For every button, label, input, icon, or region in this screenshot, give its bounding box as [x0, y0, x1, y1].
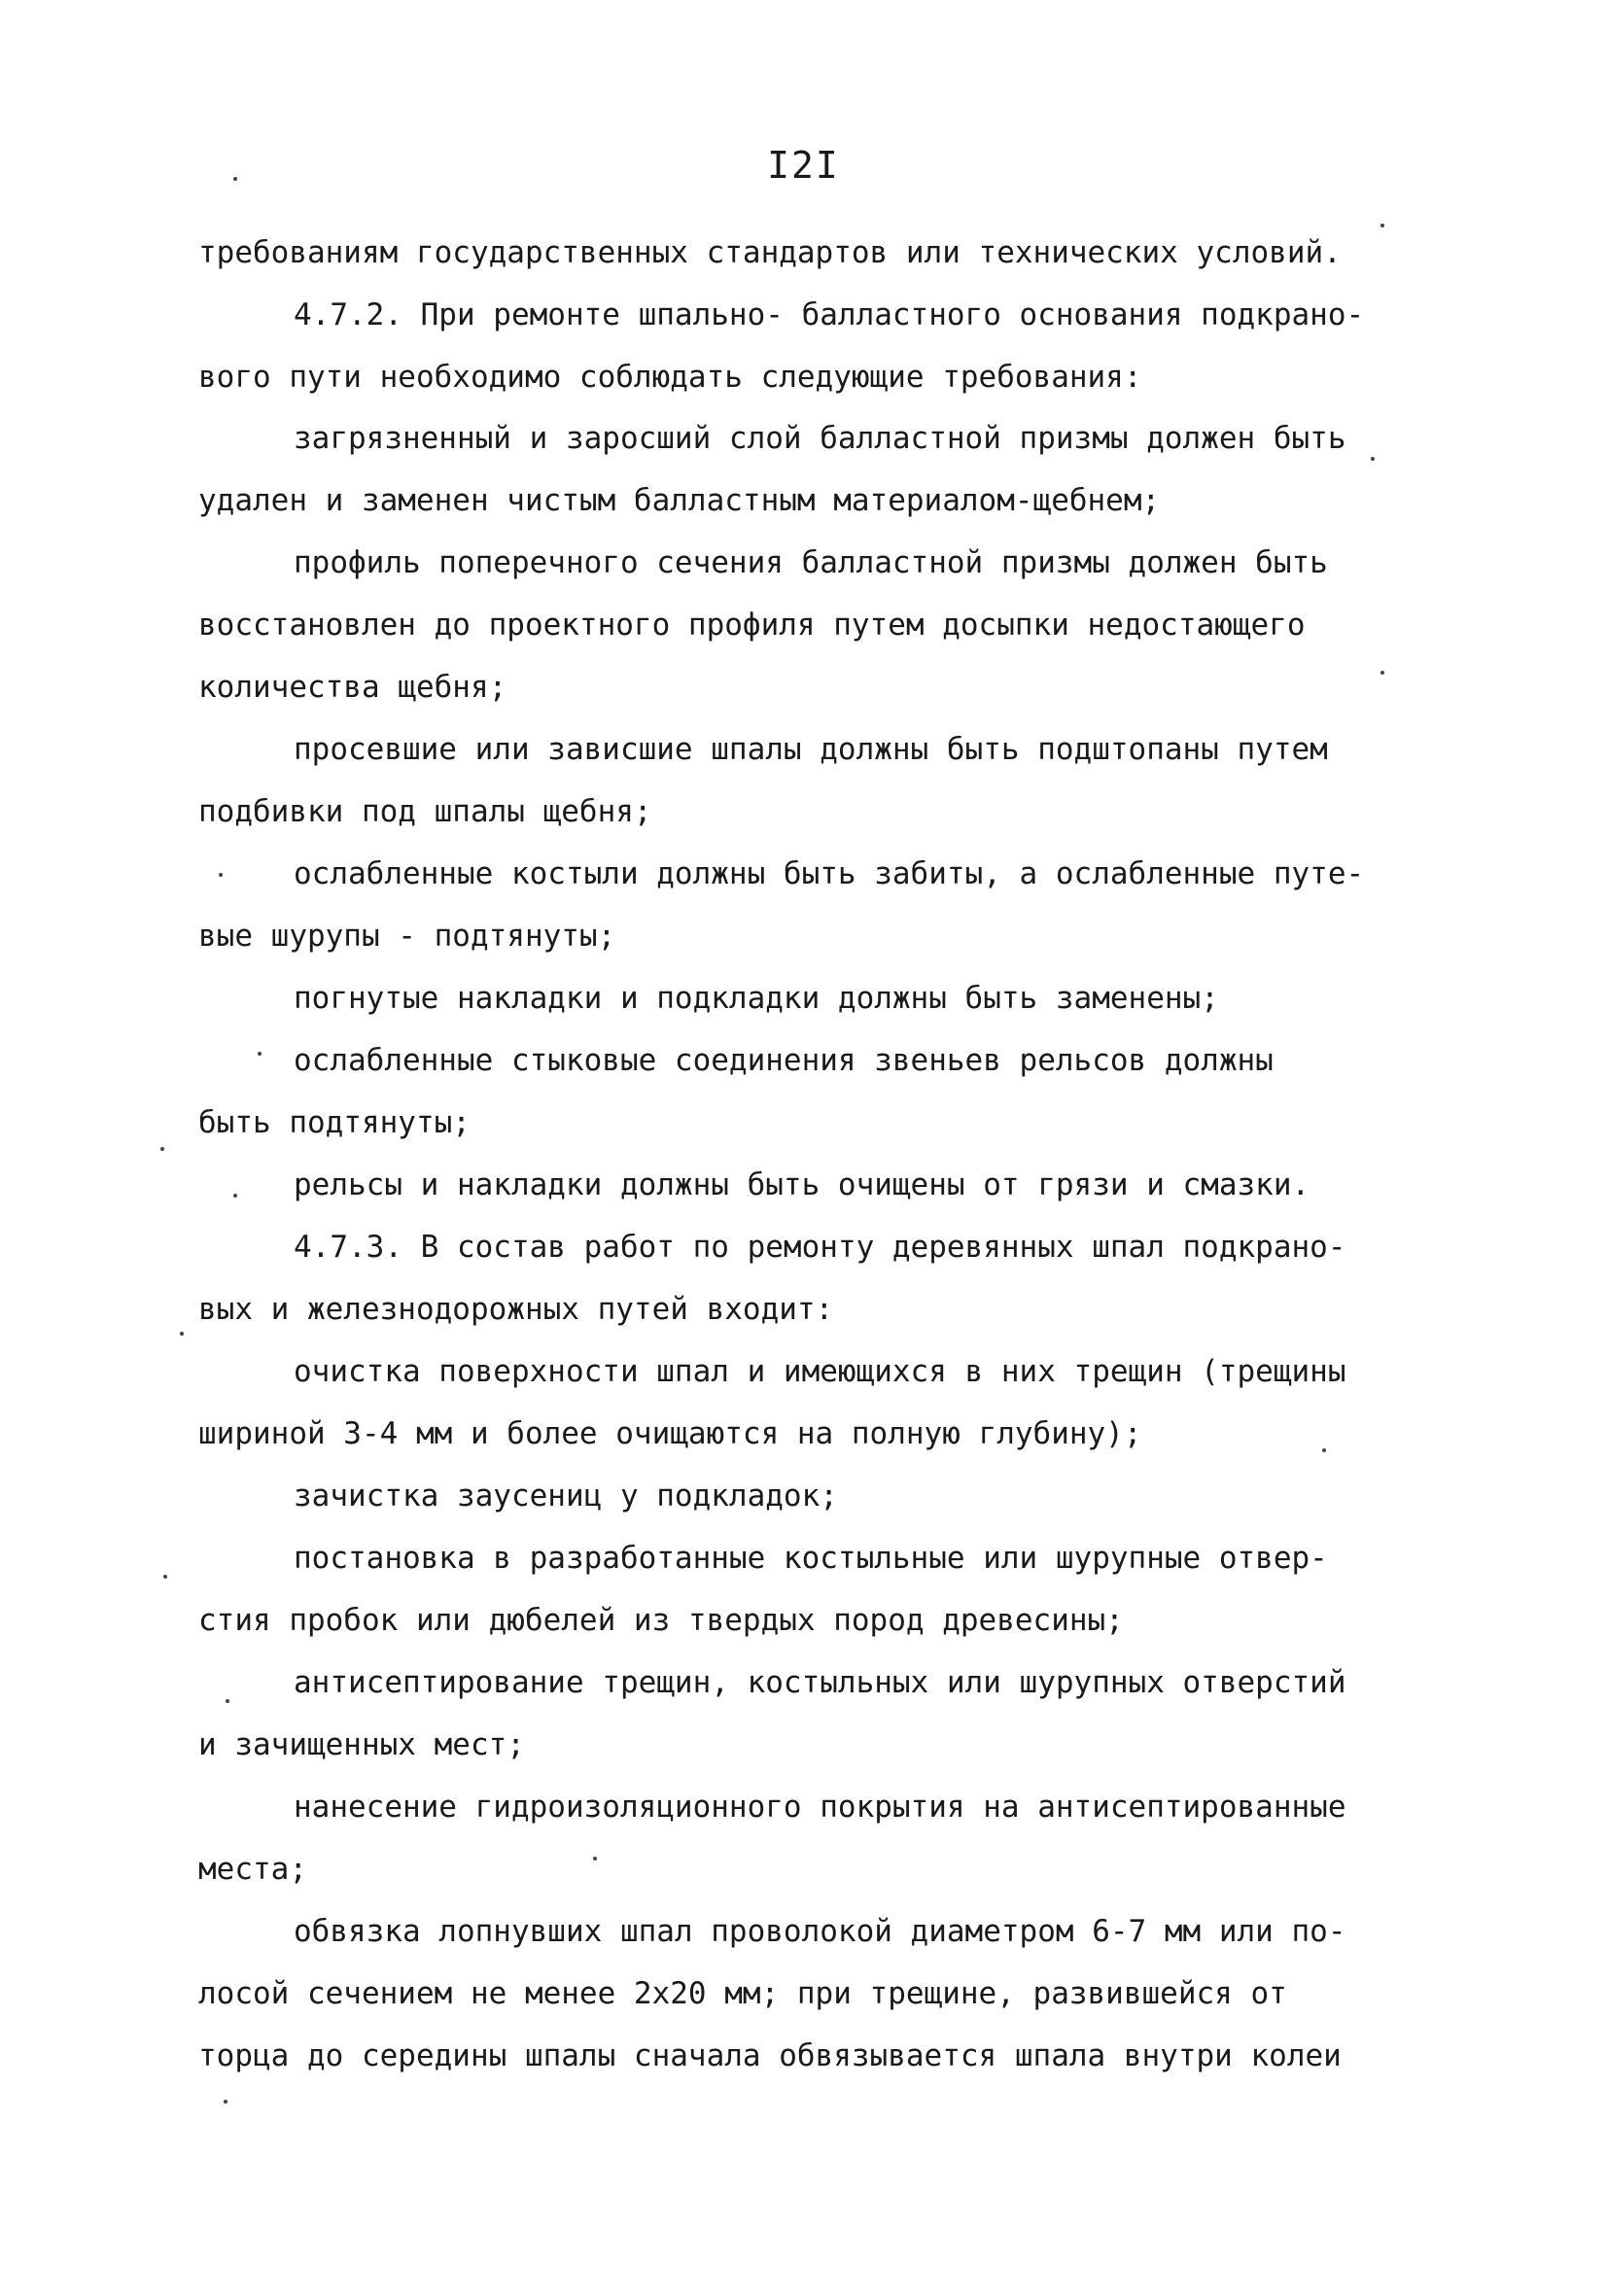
scan-speck: [1371, 457, 1375, 461]
text-line: вых и железнодорожных путей входит:: [198, 1292, 834, 1327]
text-line: очистка поверхности шпал и имеющихся в них трещин (трещины: [294, 1354, 1346, 1389]
text-line: подбивки под шпалы щебня;: [198, 794, 652, 829]
scan-speck: [224, 2100, 227, 2104]
text-line: вого пути необходимо соблюдать следующие требования:: [198, 360, 1142, 395]
text-line: удален и заменен чистым балластным материалом-щебнем;: [198, 483, 1161, 518]
text-line: просевшие или зависшие шпалы должны быть подштопаны путем: [294, 732, 1328, 767]
text-line: вые шурупы - подтянуты;: [198, 919, 616, 954]
text-line: рельсы и накладки должны быть очищены от грязи и смазки.: [294, 1167, 1310, 1202]
scan-speck: [233, 177, 237, 181]
text-line: быть подтянуты;: [198, 1105, 471, 1140]
text-line: погнутые накладки и подкладки должны быть заменены;: [294, 981, 1219, 1016]
text-line: ослабленные стыковые соединения звеньев рельсов должны: [294, 1043, 1274, 1078]
text-line: зачистка заусениц у подкладок;: [294, 1478, 838, 1513]
scan-speck: [180, 1332, 184, 1336]
text-line: места;: [198, 1852, 307, 1887]
scan-speck: [226, 1699, 229, 1703]
text-line: постановка в разработанные костыльные или шурупные отвер-: [294, 1541, 1328, 1576]
text-line: требованиям государственных стандартов или технических условий.: [198, 235, 1342, 270]
scan-speck: [160, 1147, 164, 1151]
text-line: 4.7.3. В состав работ по ремонту деревянных шпал подкрано-: [294, 1230, 1346, 1265]
scan-speck: [233, 1194, 237, 1198]
text-line: торца до середины шпалы сначала обвязывается шпала внутри колеи: [198, 2038, 1342, 2073]
text-line: шириной 3-4 мм и более очищаются на полную глубину);: [198, 1416, 1142, 1451]
text-line: загрязненный и заросший слой балластной призмы должен быть: [294, 421, 1346, 456]
page-number: I2I: [767, 144, 840, 187]
scan-speck: [258, 1052, 262, 1056]
scan-speck: [1380, 224, 1384, 227]
text-line: ослабленные костыли должны быть забиты, а ослабленные путе-: [294, 856, 1365, 891]
text-line: и зачищенных мест;: [198, 1727, 525, 1762]
text-line: количества щебня;: [198, 670, 507, 705]
scan-speck: [163, 1575, 167, 1579]
text-line: антисептирование трещин, костыльных или шурупных отверстий: [294, 1665, 1346, 1700]
text-line: 4.7.2. При ремонте шпально- балластного основания подкрано-: [294, 297, 1365, 332]
scan-speck: [1322, 1448, 1326, 1452]
text-line: стия пробок или дюбелей из твердых пород древесины;: [198, 1603, 1124, 1638]
text-line: лосой сечением не менее 2х20 мм; при трещине, развившейся от: [198, 1976, 1287, 2011]
text-line: восстановлен до проектного профиля путем досыпки недостающего: [198, 608, 1306, 643]
scan-speck: [219, 873, 223, 877]
text-line: нанесение гидроизоляционного покрытия на антисептированные: [294, 1790, 1346, 1825]
text-line: профиль поперечного сечения балластной призмы должен быть: [294, 545, 1328, 580]
scan-speck: [1380, 671, 1384, 675]
scan-speck: [593, 1857, 597, 1861]
text-line: обвязка лопнувших шпал проволокой диаметром 6-7 мм или по-: [294, 1914, 1346, 1949]
